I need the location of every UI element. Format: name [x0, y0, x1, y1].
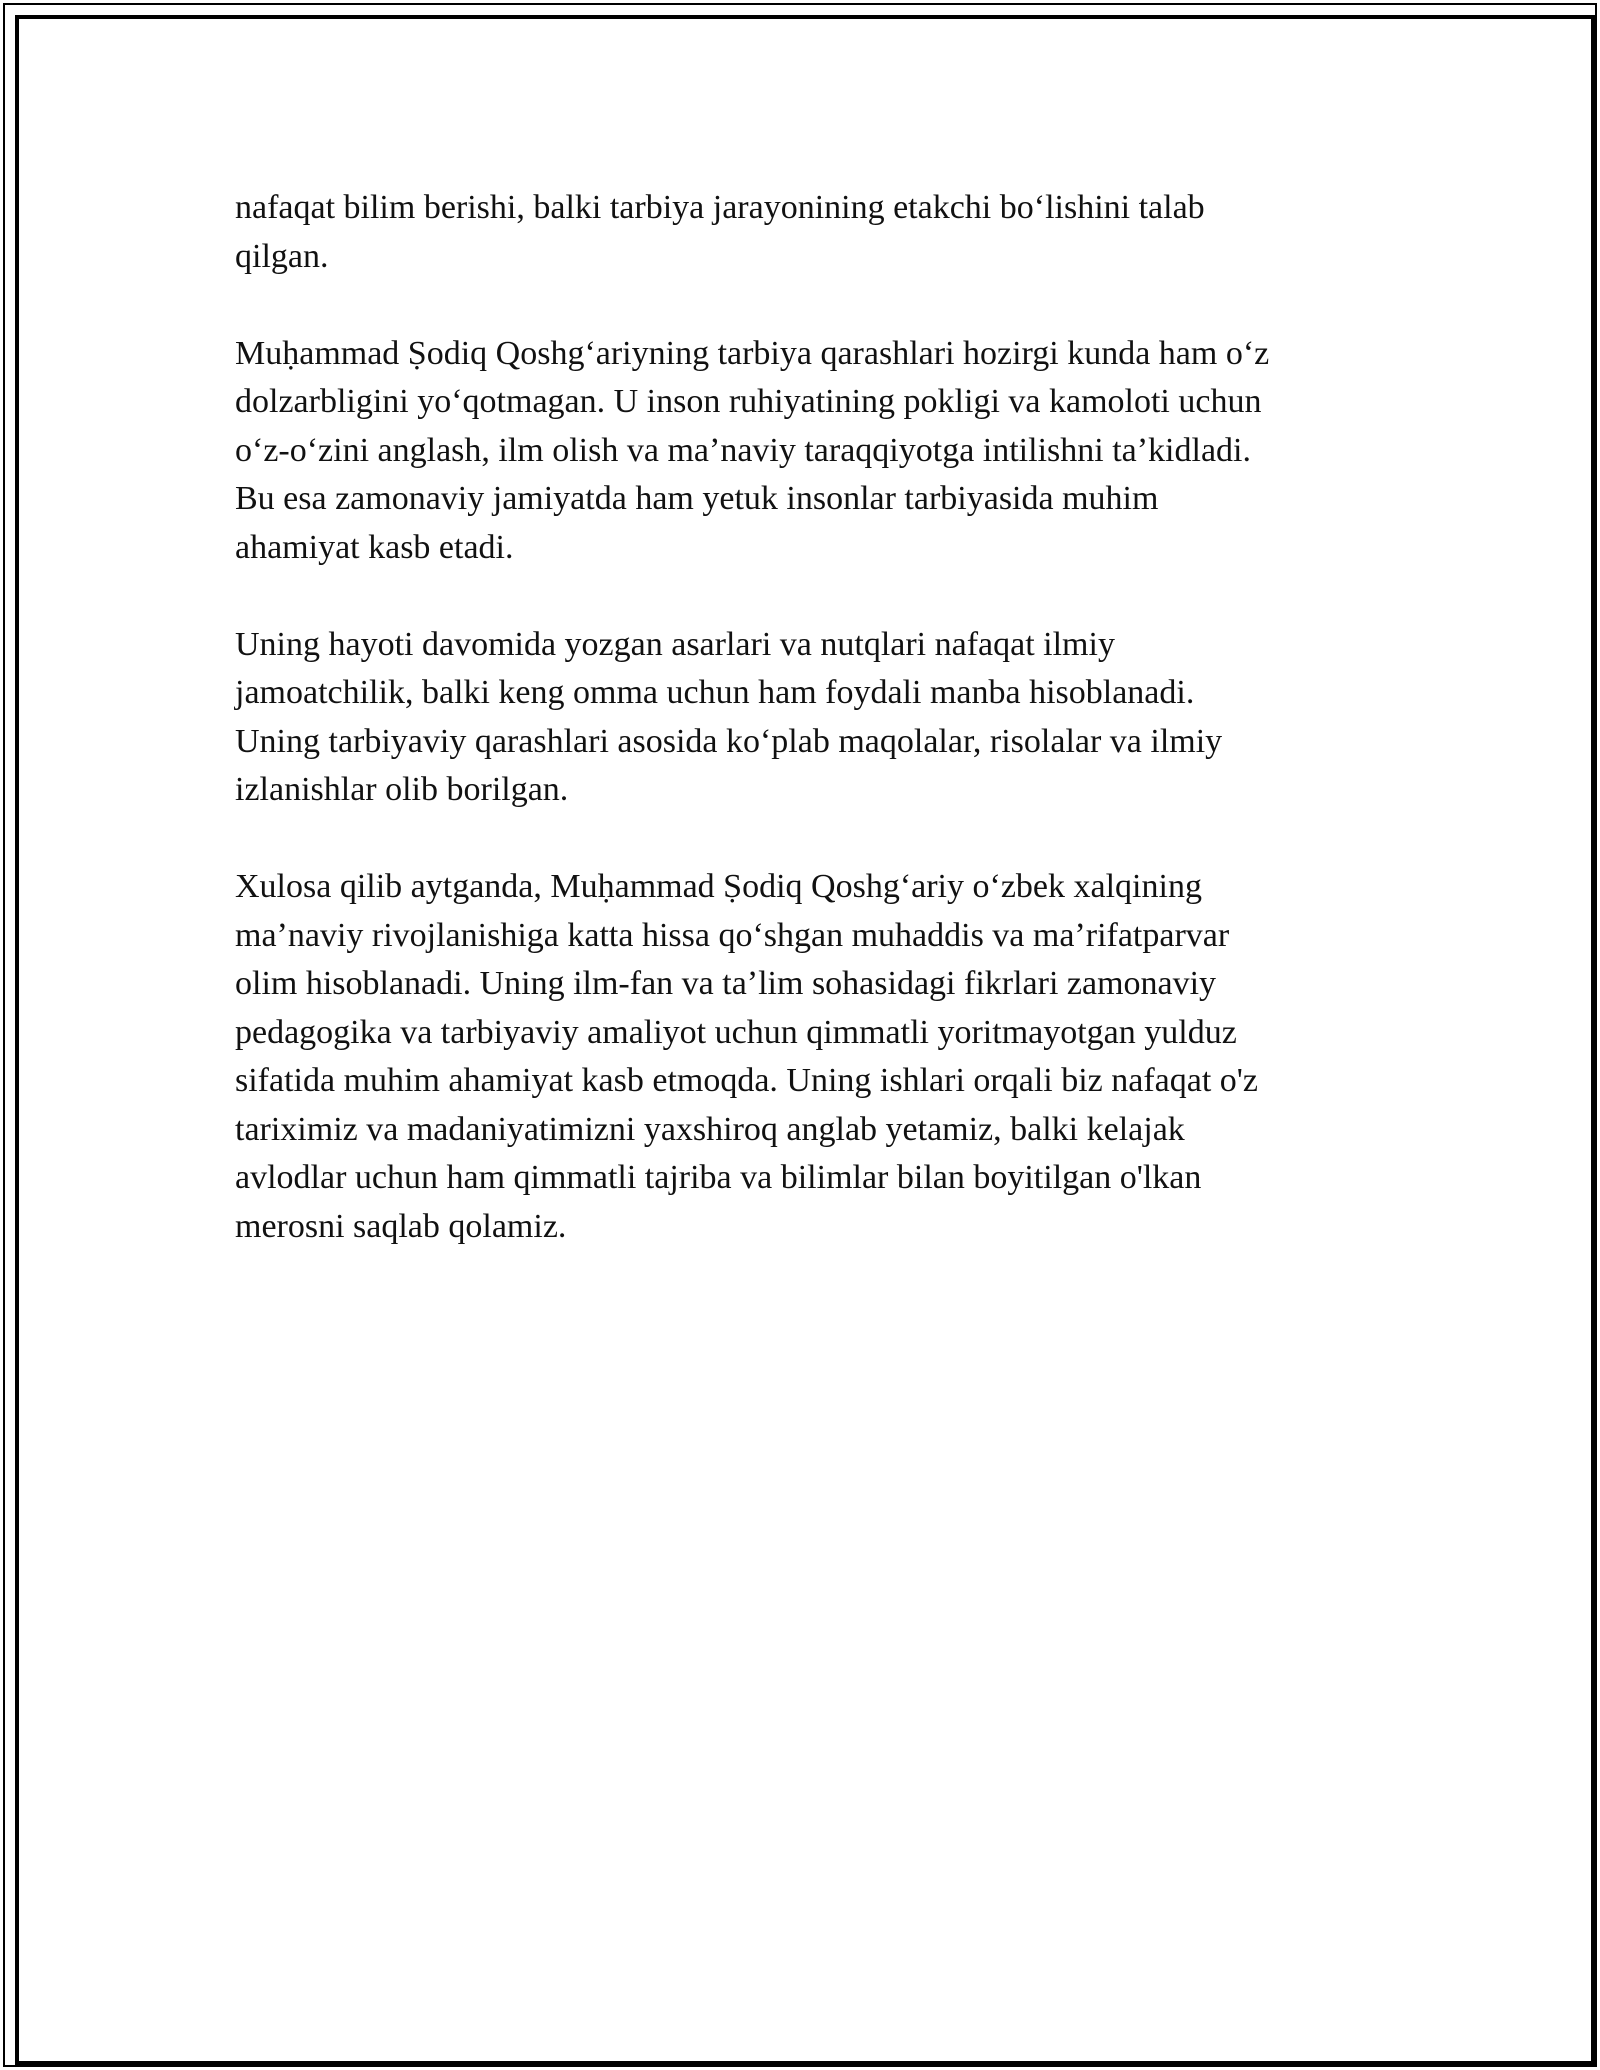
paragraph-4: Xulosa qilib aytganda, Muḥammad Ṣodiq Qoshgʻariy oʻzbek xalqining maʼnaviy rivojlanishiga katta hissa qoʻshgan muhaddis va maʼrifatparvar olim hisoblanadi. Uning ilm-fan va taʼlim sohasidagi fikrlari zamonaviy pedagogika va tarbiyaviy amaliyot uchun qimmatli yoritmayotgan yulduz sifatida muhim ahamiyat kasb etmoqda. Uning ishlari orqali biz nafaqat o'z tariximiz va madaniyatimizni yaxshiroq anglab yetamiz, balki kelajak avlodlar uchun ham qimmatli tajriba va bilimlar bilan boyitilgan o'lkan merosni saqlab qolamiz.	[235, 868, 1259, 1245]
paragraph-1: nafaqat bilim berishi, balki tarbiya jarayonining etakchi boʻlishini talab qilgan.	[235, 189, 1205, 275]
paragraph-2: Muḥammad Ṣodiq Qoshgʻariyning tarbiya qarashlari hozirgi kunda ham oʻz dolzarbligini yoʻqotmagan. U inson ruhiyatining pokligi va kamoloti uchun oʻz-oʻzini anglash, ilm olish va maʼnaviy taraqqiyotga intilishni taʼkidladi. Bu esa zamonaviy jamiyatda ham yetuk insonlar tarbiyasida muhim ahamiyat kasb etadi.	[235, 334, 1270, 566]
document-body	[235, 184, 1375, 1300]
paragraph-3: Uning hayoti davomida yozgan asarlari va nutqlari nafaqat ilmiy jamoatchilik, balki keng omma uchun ham foydali manba hisoblanadi. Uning tarbiyaviy qarashlari asosida koʻplab maqolalar, risolalar va ilmiy izlanishlar olib borilgan.	[235, 625, 1223, 808]
